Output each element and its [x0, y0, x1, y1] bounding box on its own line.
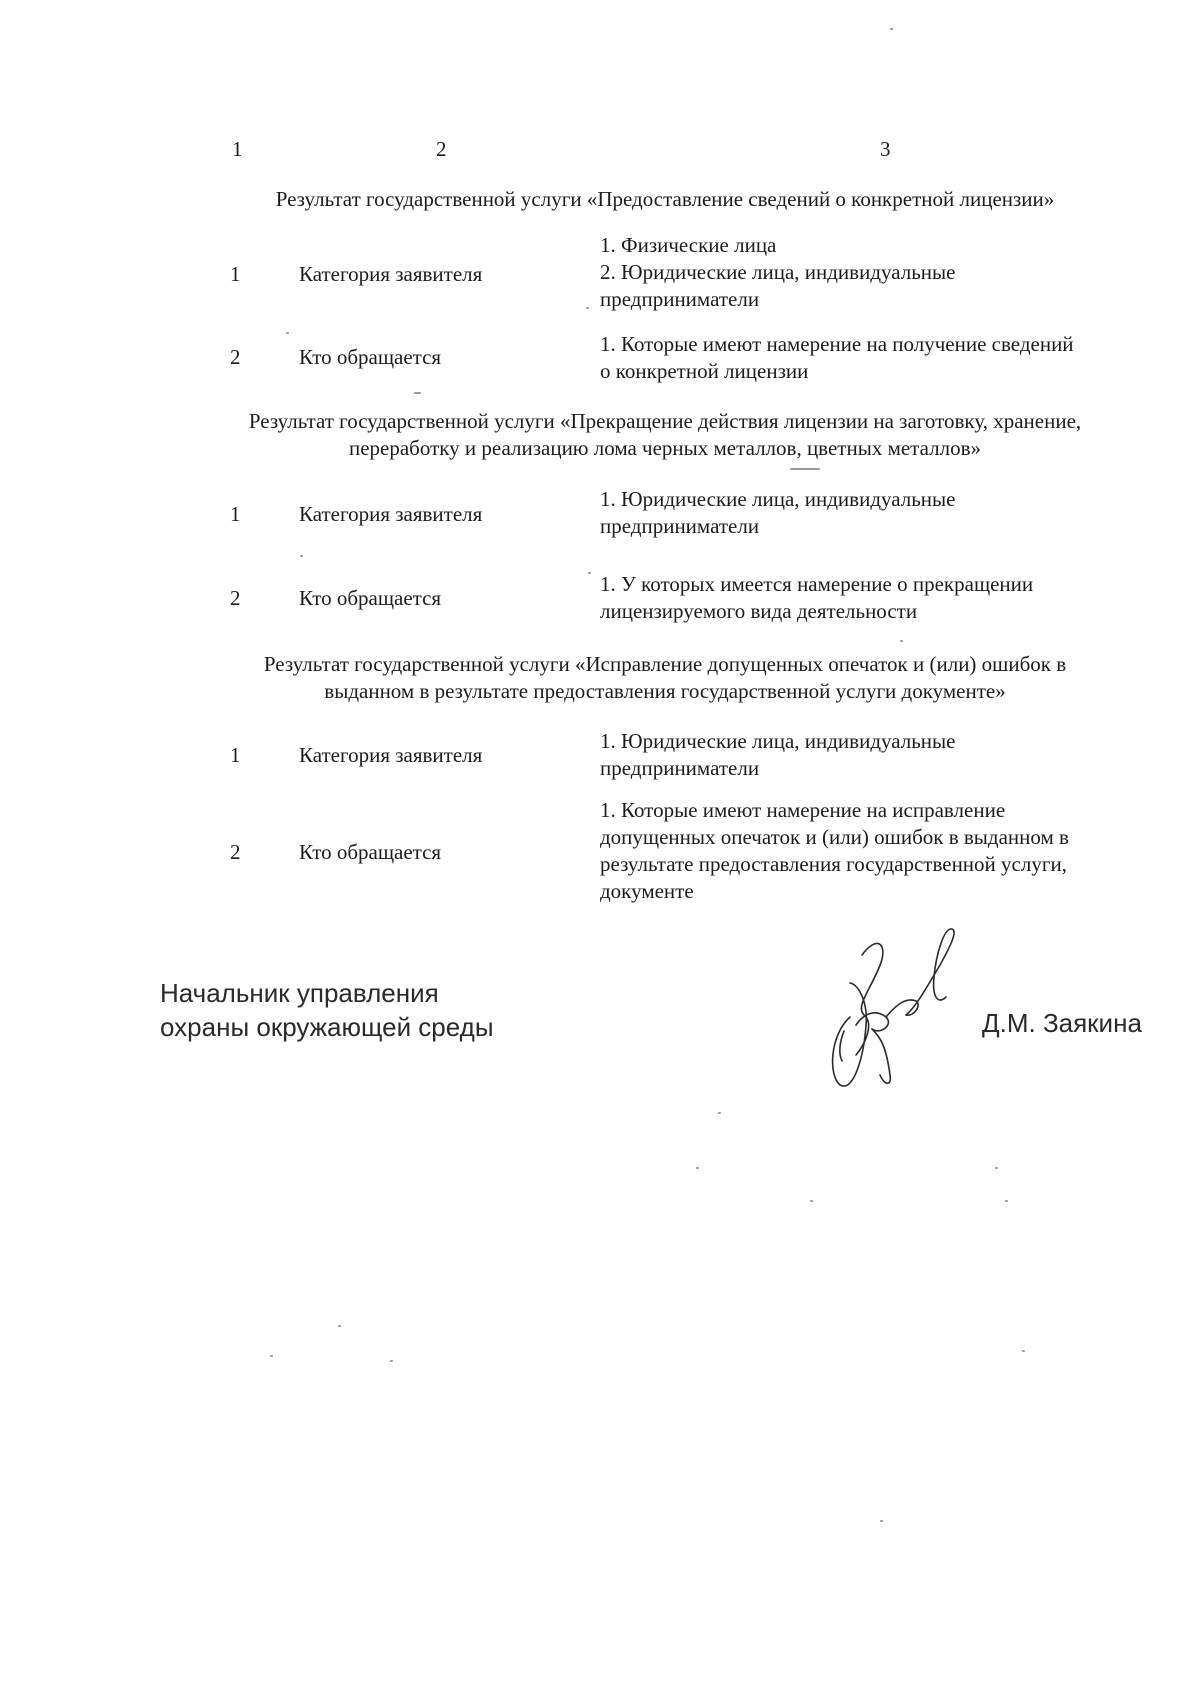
scan-speck — [718, 1112, 721, 1114]
value-line: допущенных опечаток и (или) ошибок в выданном в — [600, 825, 1069, 849]
section-title-line: Результат государственной услуги «Предоставление сведений о конкретной лицензии» — [275, 187, 1055, 211]
row-number: 2 — [230, 345, 241, 369]
value-line: лицензируемого вида деятельности — [600, 599, 918, 623]
scan-speck — [890, 28, 893, 30]
scan-speck — [300, 555, 303, 557]
row-number: 2 — [230, 840, 241, 864]
scan-speck — [588, 572, 591, 574]
scan-speck — [414, 392, 421, 394]
row-number: 2 — [230, 586, 241, 610]
scan-speck — [390, 1360, 393, 1362]
row-value — [600, 232, 1160, 313]
scan-speck — [338, 1325, 341, 1327]
row-category: Кто обращается — [299, 840, 442, 864]
value-line: результате предоставления государственной услуги, — [600, 852, 1067, 876]
row-category: Кто обращается — [299, 586, 442, 610]
scan-speck — [810, 1200, 813, 1202]
position-line: охраны окружающей среды — [160, 1012, 494, 1042]
row-value — [600, 331, 1160, 385]
section-title-2 — [180, 408, 1150, 462]
column-number-3: 3 — [880, 137, 891, 161]
column-number-1: 1 — [232, 137, 243, 161]
section-title-1 — [180, 186, 1150, 213]
scan-speck — [900, 640, 903, 642]
section-title-line: Результат государственной услуги «Исправление допущенных опечаток и (или) ошибок в — [263, 652, 1067, 676]
section-title-line: Результат государственной услуги «Прекращение действия лицензии на заготовку, хранение, — [248, 409, 1082, 433]
value-line: предприниматели — [600, 756, 760, 780]
section-title-3 — [180, 651, 1150, 705]
value-line: 1. Которые имеют намерение на исправление — [600, 798, 1006, 822]
row-value — [600, 728, 1160, 782]
row-value — [600, 797, 1160, 905]
scan-speck — [696, 1167, 699, 1169]
value-line: 1. Которые имеют намерение на получение сведений — [600, 332, 1074, 356]
scan-speck — [270, 1355, 273, 1357]
value-line: 1. У которых имеется намерение о прекращении — [600, 572, 1034, 596]
signatory-position — [160, 976, 494, 1044]
scan-speck — [995, 1167, 998, 1169]
scan-speck — [880, 1520, 883, 1522]
row-category: Категория заявителя — [299, 502, 483, 526]
column-number-2: 2 — [436, 137, 447, 161]
row-category: Категория заявителя — [299, 743, 483, 767]
row-value — [600, 571, 1160, 625]
row-category: Кто обращается — [299, 345, 442, 369]
scan-speck — [1022, 1350, 1025, 1352]
value-line: документе — [600, 879, 694, 903]
scan-speck — [790, 468, 820, 470]
value-line: предприниматели — [600, 514, 760, 538]
value-line: 1. Физические лица — [600, 233, 777, 257]
value-line: о конкретной лицензии — [600, 359, 809, 383]
handwritten-signature — [820, 925, 970, 1090]
row-value — [600, 486, 1160, 540]
scan-speck — [286, 332, 289, 334]
row-number: 1 — [230, 502, 241, 526]
row-number: 1 — [230, 262, 241, 286]
value-line: предприниматели — [600, 287, 760, 311]
section-title-line: переработку и реализацию лома черных металлов, цветных металлов» — [348, 436, 981, 460]
position-line: Начальник управления — [160, 978, 439, 1008]
row-number: 1 — [230, 743, 241, 767]
section-title-line: выданном в результате предоставления государственной услуги документе» — [324, 679, 1006, 703]
value-line: 2. Юридические лица, индивидуальные — [600, 260, 956, 284]
signatory-name: Д.М. Заякина — [982, 1008, 1142, 1038]
scan-speck — [586, 307, 589, 309]
row-category: Категория заявителя — [299, 262, 483, 286]
scan-speck — [1005, 1200, 1008, 1202]
value-line: 1. Юридические лица, индивидуальные — [600, 487, 956, 511]
value-line: 1. Юридические лица, индивидуальные — [600, 729, 956, 753]
